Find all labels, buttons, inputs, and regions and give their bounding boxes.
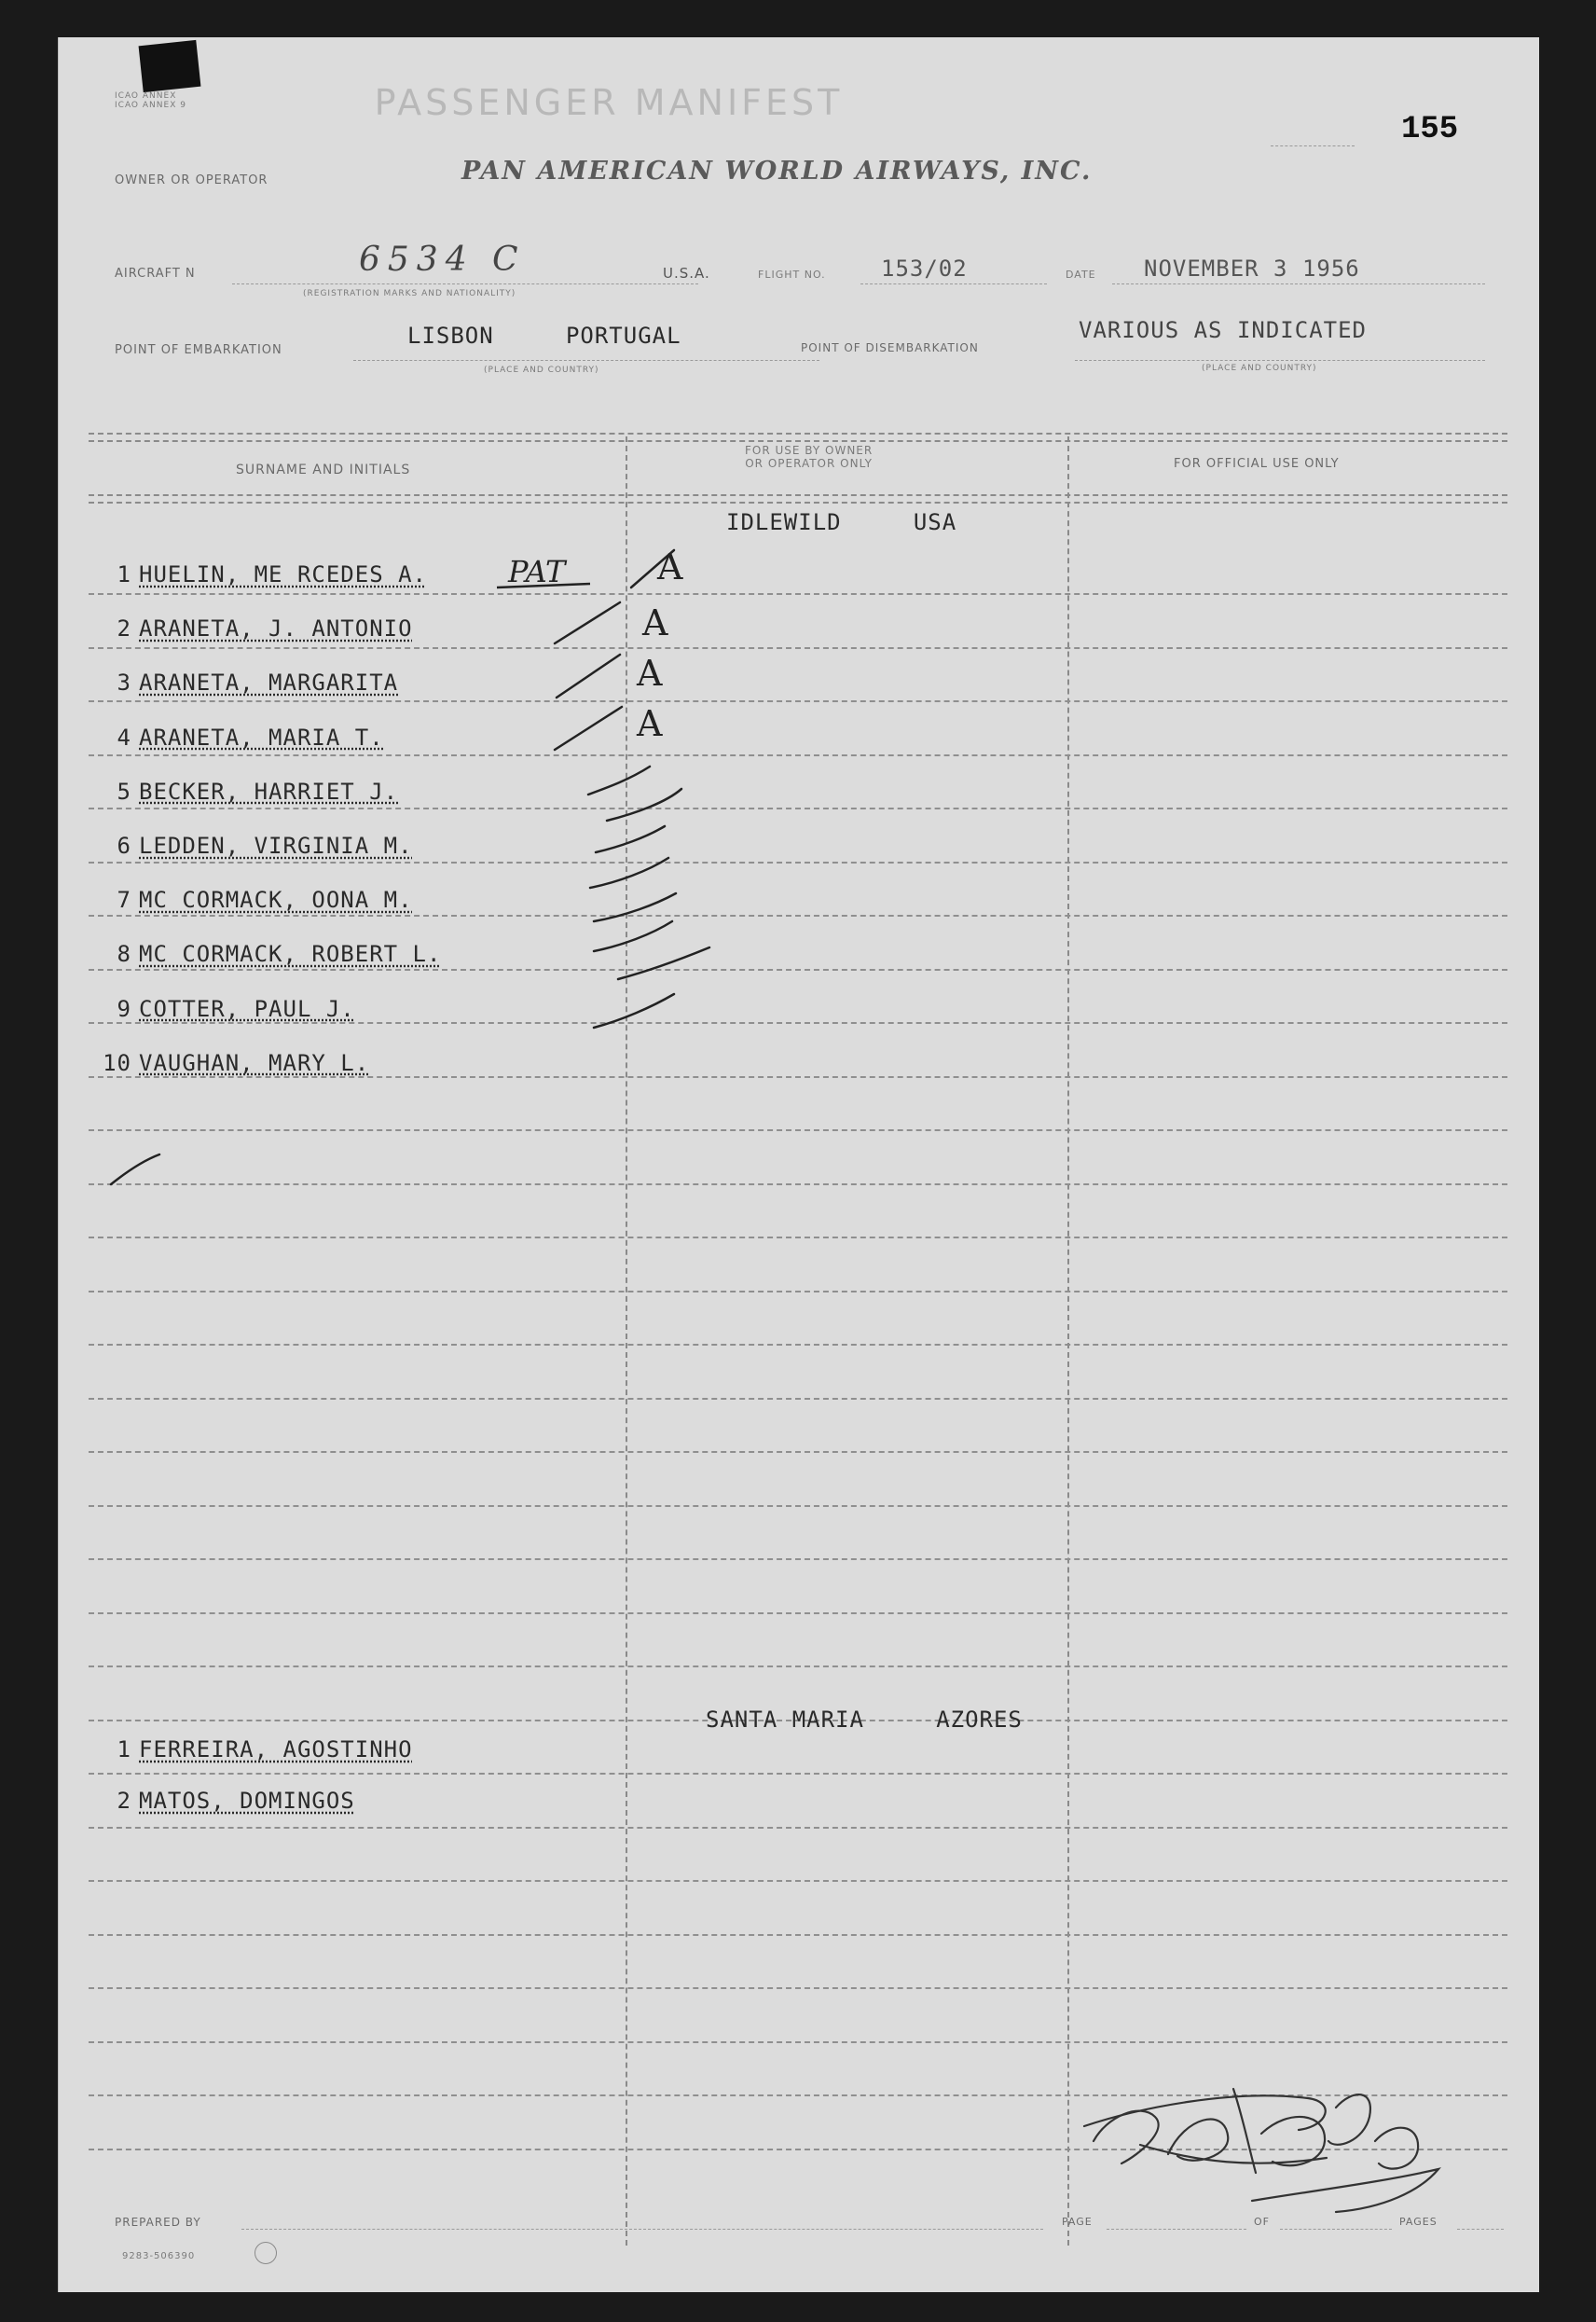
hand-code-3: A — [637, 653, 663, 694]
embarkation-label: POINT OF EMBARKATION — [115, 343, 282, 357]
passenger-number: 1 — [117, 561, 131, 587]
of-label: OF — [1254, 2216, 1270, 2228]
passenger-number: 2 — [117, 1788, 131, 1814]
manifest-sheet — [58, 37, 1539, 2292]
column-official-header: FOR OFFICIAL USE ONLY — [1174, 457, 1340, 471]
passenger-row — [98, 1788, 355, 1814]
passenger-number: 2 — [117, 615, 131, 643]
nationality: U.S.A. — [663, 265, 710, 282]
passenger-number: 3 — [117, 670, 131, 697]
passenger-row — [98, 1736, 413, 1762]
signature — [1028, 2052, 1513, 2238]
passenger-number: 9 — [117, 995, 131, 1022]
print-code: 9283-506390 — [122, 2251, 196, 2261]
date-label: DATE — [1066, 269, 1096, 281]
column-surname-header: SURNAME AND INITIALS — [236, 463, 411, 477]
hand-code-2: A — [642, 602, 668, 643]
passenger-name: MATOS, DOMINGOS — [139, 1788, 355, 1814]
passenger-name: MC CORMACK, ROBERT L. — [139, 941, 442, 968]
flight-date: NOVEMBER 3 1956 — [1144, 256, 1360, 282]
handwritten-note-pat: PAT — [508, 554, 566, 589]
passenger-number: 10 — [103, 1049, 131, 1076]
embarkation-place: LISBON PORTUGAL — [407, 323, 681, 349]
page-label: PAGE — [1062, 2216, 1093, 2228]
destination-2: SANTA MARIA AZORES — [706, 1707, 1023, 1733]
passenger-number: 7 — [117, 887, 131, 914]
flight-number: 153/02 — [881, 256, 968, 282]
aircraft-number: 6534 C — [359, 241, 526, 279]
aircraft-sublabel: (REGISTRATION MARKS AND NATIONALITY) — [303, 289, 516, 298]
passenger-number: 8 — [117, 941, 131, 968]
hand-code-4: A — [637, 703, 663, 744]
pages-label: PAGES — [1399, 2216, 1438, 2228]
passenger-name: ARANETA, MARIA T. — [139, 724, 384, 751]
passenger-name: FERREIRA, AGOSTINHO — [139, 1736, 413, 1762]
form-code: ICAO ANNEX ICAO ANNEX 9 — [115, 91, 186, 110]
disembarkation-label: POINT OF DISEMBARKATION — [801, 341, 979, 354]
prepared-by-label: PREPARED BY — [115, 2216, 201, 2229]
passenger-name: MC CORMACK, OONA M. — [139, 887, 413, 914]
passenger-number: 6 — [117, 833, 131, 859]
page-number: 155 — [1401, 112, 1459, 147]
passenger-name: COTTER, PAUL J. — [139, 995, 355, 1022]
disembarkation-sublabel: (PLACE AND COUNTRY) — [1202, 364, 1317, 373]
passenger-name: ARANETA, J. ANTONIO — [139, 615, 413, 643]
passenger-name: ARANETA, MARGARITA — [139, 670, 399, 697]
passenger-name: VAUGHAN, MARY L. — [139, 1049, 370, 1076]
passenger-number: 4 — [117, 724, 131, 751]
passenger-number: 5 — [117, 778, 131, 805]
passenger-name: HUELIN, ME RCEDES A. — [139, 561, 427, 587]
embarkation-sublabel: (PLACE AND COUNTRY) — [484, 366, 599, 375]
form-title: PASSENGER MANIFEST — [374, 82, 844, 123]
owner-stamp: PAN AMERICAN WORLD AIRWAYS, INC. — [461, 157, 1093, 186]
destination-1: IDLEWILD USA — [726, 509, 957, 535]
owner-label: OWNER OR OPERATOR — [115, 173, 268, 187]
column-owner-header: FOR USE BY OWNER OR OPERATOR ONLY — [745, 444, 874, 470]
aircraft-label: AIRCRAFT N — [115, 267, 196, 281]
flight-label: FLIGHT NO. — [758, 269, 826, 281]
hand-code-1: A — [657, 546, 683, 587]
handwritten-checkmarks — [59, 37, 1539, 2292]
disembarkation-place: VARIOUS AS INDICATED — [1079, 317, 1367, 343]
passenger-number: 1 — [117, 1736, 131, 1762]
union-label-icon — [255, 2242, 277, 2264]
passenger-name: LEDDEN, VIRGINIA M. — [139, 833, 413, 859]
passenger-name: BECKER, HARRIET J. — [139, 778, 399, 805]
